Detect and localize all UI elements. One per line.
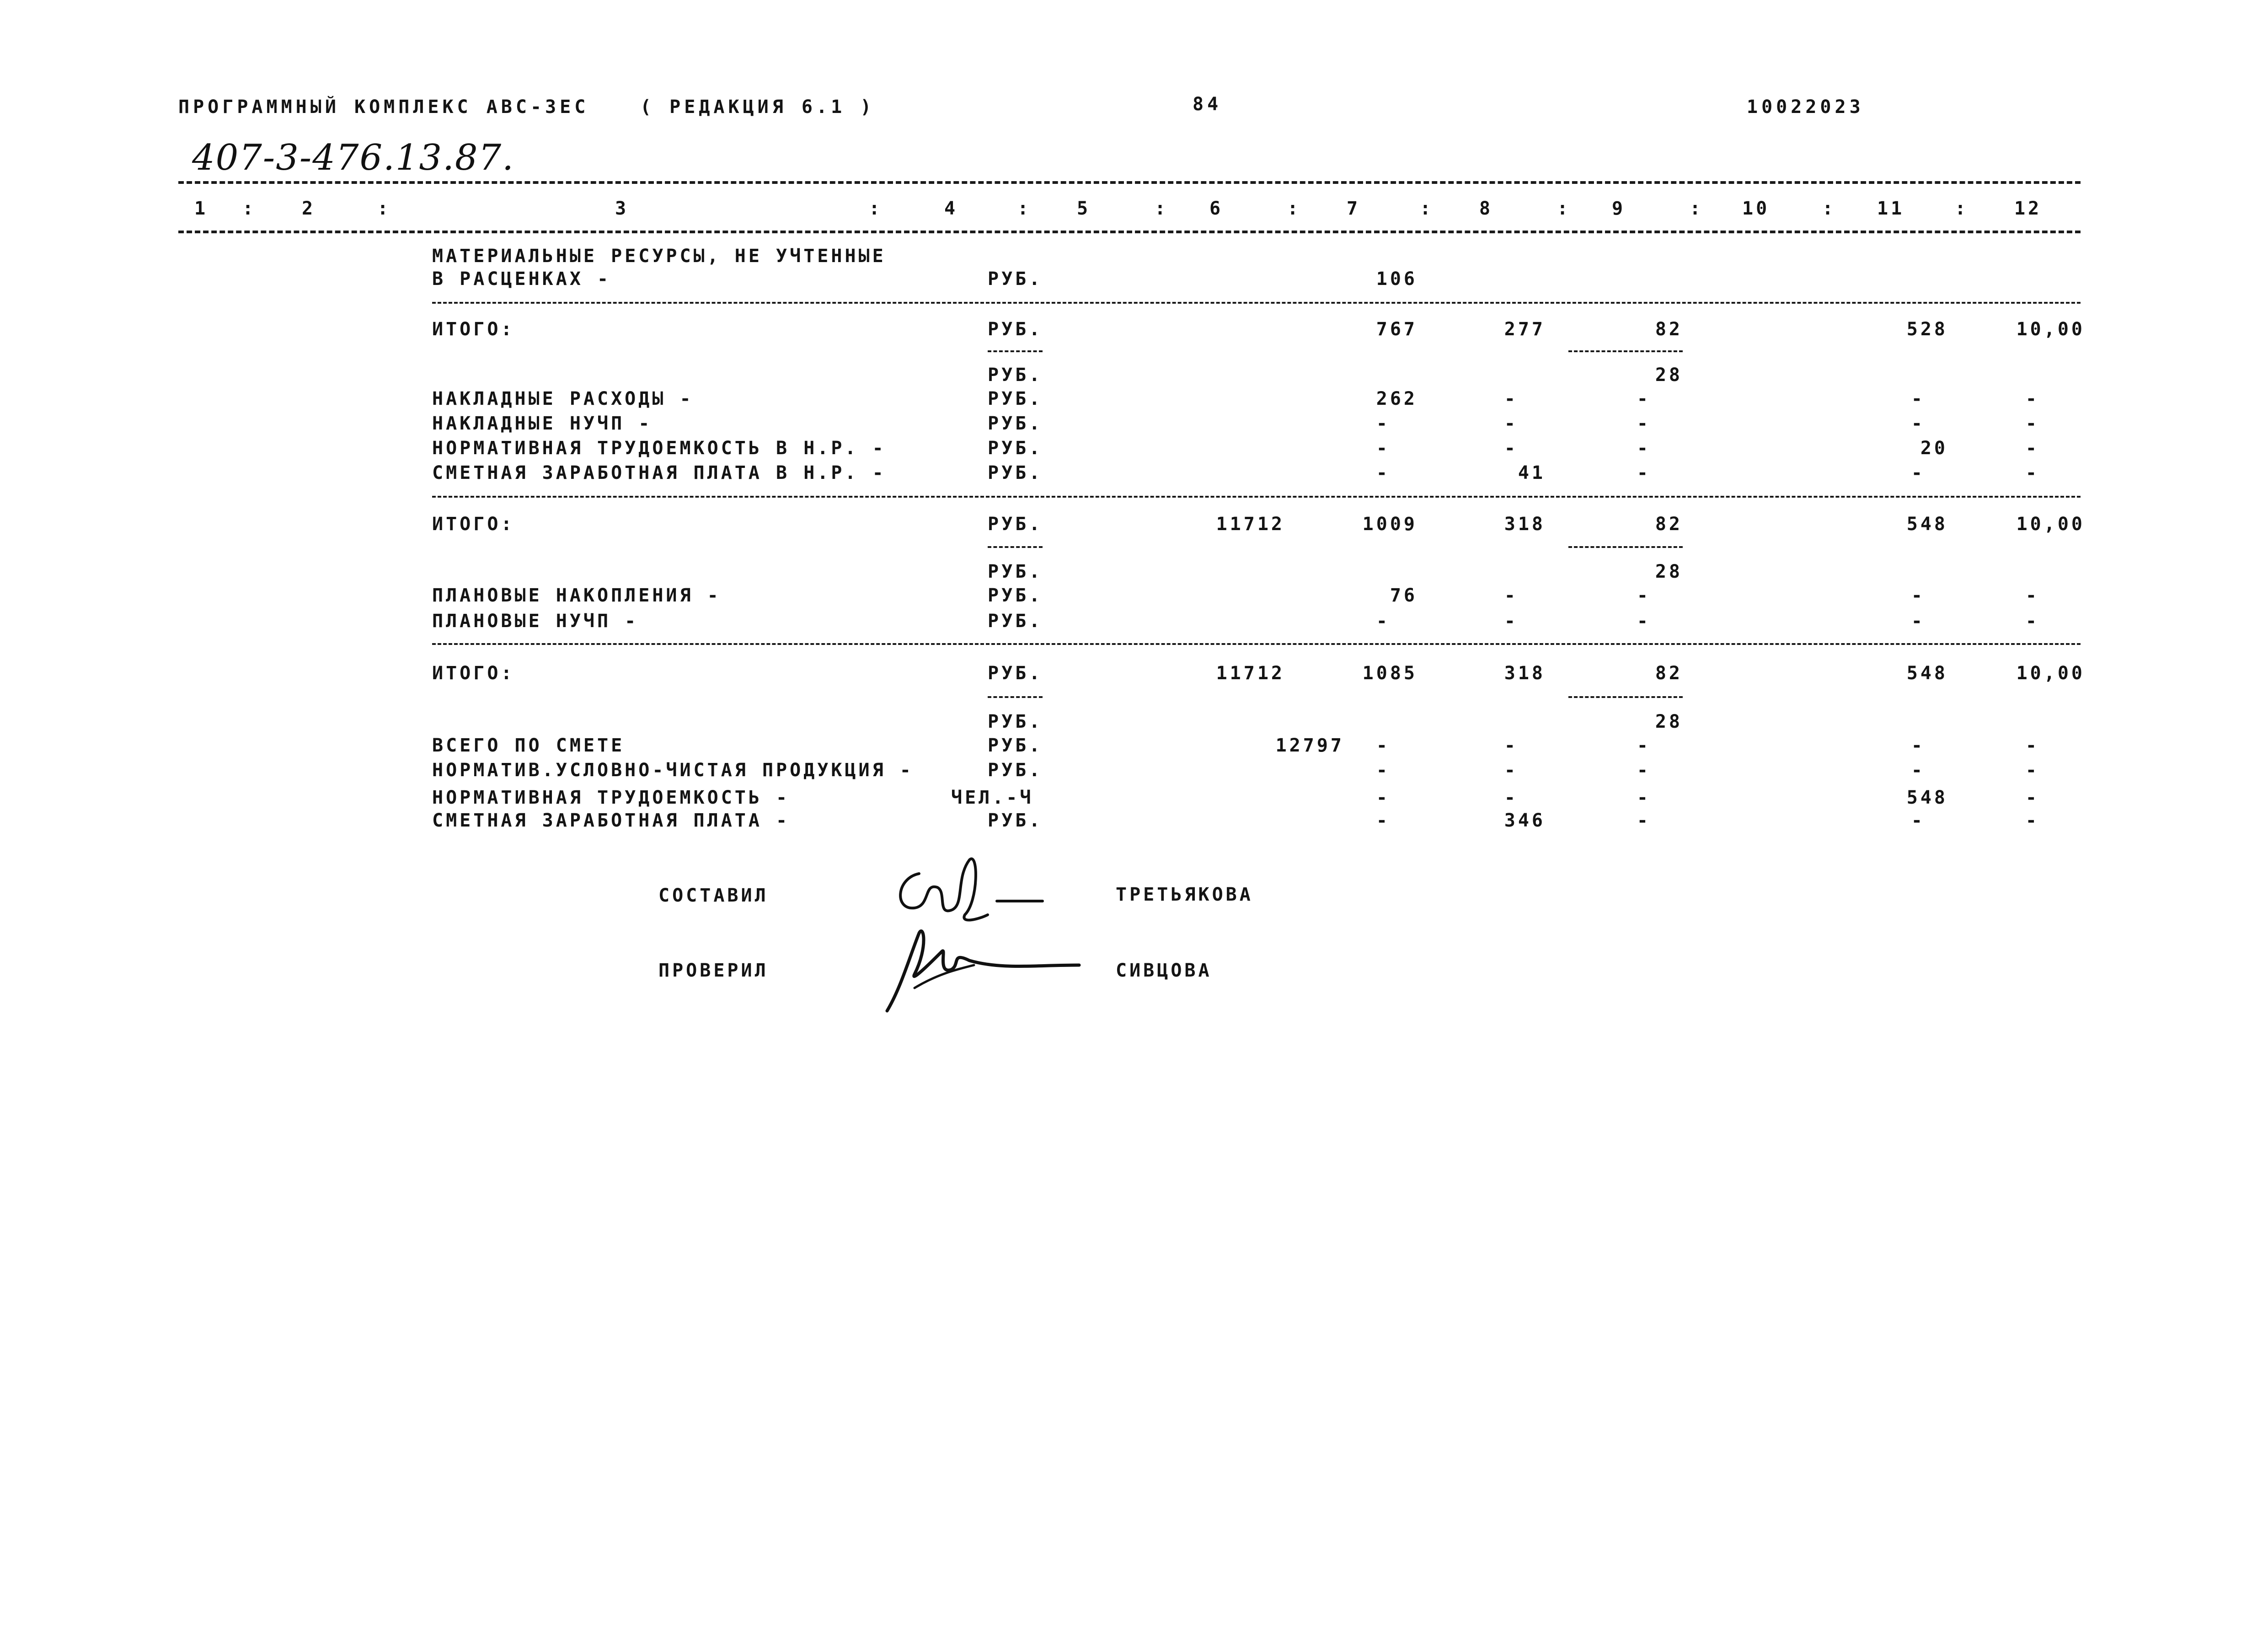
cell-c9: 82 bbox=[1655, 514, 1683, 535]
cell-c8: - bbox=[1504, 388, 1518, 409]
cell-c9: 82 bbox=[1655, 319, 1683, 340]
unit: РУБ. bbox=[988, 585, 1043, 606]
cell-c12: - bbox=[2025, 438, 2039, 459]
itogo-label: ИТОГО: bbox=[432, 319, 515, 340]
estimate-sheet: ПРОГРАММНЫЙ КОМПЛЕКС АВС-3ЕС ( РЕДАКЦИЯ 6.1 ) 84 10022023 407-3-476.13.87. 1 : 2 : 3 : 4 : 5 : 6 : 7 : 8 : 9 : 10 : 11 : 12 МАТЕРИАЛЬНЫЕ РЕСУРСЫ, НЕ УЧТЕННЫЕ В РАСЦЕНКАХ - РУБ. 106 ИТОГО: РУБ. 767 277 82 528 10,00 РУБ. 28 НАКЛАДНЫЕ РАСХОДЫ - РУБ. 262 - - - - НАКЛАДНЫЕ НУЧП - РУБ. - - - - - НОРМАТИВНАЯ ТРУДОЕМКОСТЬ В Н.Р. - РУБ. - - - 20 - СМЕТНАЯ ЗАРАБОТНАЯ ПЛАТА В Н.Р. - РУБ. - 41 - - - ИТОГО: РУБ. 11712 1009 318 82 548 10,00 РУБ. 28 ПЛАНОВЫЕ НАКОПЛЕНИЯ - РУБ. 76 - - - - ПЛАНОВЫЕ НУЧП - РУБ. - - - - - ИТОГО: РУБ. 11712 1085 318 82 548 10,00 РУБ. 28 ВСЕГО ПО СМЕТЕ РУБ. 12797 - - - - - НОРМАТИВ.УСЛОВНО-ЧИСТАЯ ПРОДУКЦИЯ - РУБ. - - - - - НОРМАТИВНАЯ ТРУДОЕМКОСТЬ - ЧЕЛ.-Ч - - - 548 - СМЕТНАЯ ЗАРАБОТНАЯ ПЛАТА - РУБ. - 346 - - - СОСТАВИЛ ТРЕТЬЯКОВА ПРОВЕРИЛ СИВЦОВА bbox=[0, 0, 2268, 1648]
unit: РУБ. bbox=[988, 514, 1043, 535]
cell-c11: - bbox=[1911, 413, 1925, 434]
cell-c7: 767 bbox=[1376, 319, 1418, 340]
cell-c12: 10,00 bbox=[2016, 663, 2085, 684]
cell-c12: - bbox=[2025, 585, 2039, 606]
unit: РУБ. bbox=[988, 438, 1043, 459]
unit: РУБ. bbox=[988, 760, 1043, 781]
col-2-header: 2 bbox=[302, 198, 316, 219]
cell-c11: - bbox=[1911, 611, 1925, 632]
cell-c7: 1009 bbox=[1362, 514, 1418, 535]
unit: РУБ. bbox=[988, 735, 1043, 756]
checked-by-label: ПРОВЕРИЛ bbox=[658, 960, 769, 981]
cell-c7: - bbox=[1376, 413, 1390, 434]
unit: РУБ. bbox=[988, 413, 1043, 434]
row-label: НАКЛАДНЫЕ РАСХОДЫ - bbox=[432, 388, 694, 409]
unit: РУБ. bbox=[988, 365, 1043, 386]
itogo-label: ИТОГО: bbox=[432, 663, 515, 684]
cell-c12: - bbox=[2025, 810, 2039, 831]
row-label: НОРМАТИВНАЯ ТРУДОЕМКОСТЬ В Н.Р. - bbox=[432, 438, 886, 459]
cell-c7: - bbox=[1376, 735, 1390, 756]
col-8-header: 8 bbox=[1479, 198, 1493, 219]
cell-c7: 1085 bbox=[1362, 663, 1418, 684]
cell-c8: - bbox=[1504, 787, 1518, 808]
cell-c8: - bbox=[1504, 760, 1518, 781]
unit: РУБ. bbox=[988, 462, 1043, 483]
material-resources-label: МАТЕРИАЛЬНЫЕ РЕСУРСЫ, НЕ УЧТЕННЫЕ bbox=[432, 246, 886, 267]
cell-c11: 548 bbox=[1906, 663, 1948, 684]
cell-c11: - bbox=[1911, 760, 1925, 781]
cell-c9: - bbox=[1637, 760, 1651, 781]
cell-c9: - bbox=[1637, 438, 1651, 459]
cell-c8: 318 bbox=[1504, 663, 1546, 684]
unit: РУБ. bbox=[988, 268, 1043, 290]
unit: РУБ. bbox=[988, 561, 1043, 582]
cell-c9: - bbox=[1637, 413, 1651, 434]
col-3-header: 3 bbox=[615, 198, 629, 219]
cell-c8: 277 bbox=[1504, 319, 1546, 340]
cell-c9: 82 bbox=[1655, 663, 1683, 684]
page-number: 84 bbox=[1193, 94, 1222, 115]
itogo-label: ИТОГО: bbox=[432, 514, 515, 535]
unit: РУБ. bbox=[988, 663, 1043, 684]
cell-c6: 12797 bbox=[1275, 735, 1344, 756]
cell-c9: - bbox=[1637, 462, 1651, 483]
cell-c11: - bbox=[1911, 462, 1925, 483]
handwritten-doc-number: 407-3-476.13.87. bbox=[192, 137, 514, 178]
cell-c7: 106 bbox=[1376, 268, 1418, 290]
unit: РУБ. bbox=[988, 319, 1043, 340]
row-label: ПЛАНОВЫЕ НУЧП - bbox=[432, 611, 639, 632]
cell-c11: 20 bbox=[1920, 438, 1948, 459]
col-12-header: 12 bbox=[2014, 198, 2042, 219]
cell-c12: 10,00 bbox=[2016, 514, 2085, 535]
cell-c11: - bbox=[1911, 735, 1925, 756]
separator-line bbox=[432, 302, 2081, 304]
cell-c6: 11712 bbox=[1216, 514, 1285, 535]
cell-c8: - bbox=[1504, 438, 1518, 459]
col-10-header: 10 bbox=[1742, 198, 1770, 219]
compiled-by-label: СОСТАВИЛ bbox=[658, 885, 769, 906]
row-label: НОРМАТИВ.УСЛОВНО-ЧИСТАЯ ПРОДУКЦИЯ - bbox=[432, 760, 914, 781]
cell-c8: 318 bbox=[1504, 514, 1546, 535]
cell-c9: 28 bbox=[1655, 365, 1683, 386]
row-label: ВСЕГО ПО СМЕТЕ bbox=[432, 735, 625, 756]
cell-c12: - bbox=[2025, 611, 2039, 632]
document-code: 10022023 bbox=[1747, 97, 1864, 118]
cell-c12: - bbox=[2025, 760, 2039, 781]
cell-c8: - bbox=[1504, 611, 1518, 632]
row-label: СМЕТНАЯ ЗАРАБОТНАЯ ПЛАТА - bbox=[432, 810, 790, 831]
cell-c7: - bbox=[1376, 611, 1390, 632]
cell-c9: 28 bbox=[1655, 561, 1683, 582]
cell-c8: 41 bbox=[1518, 462, 1546, 483]
col-1-header: 1 bbox=[194, 198, 209, 219]
row-label: ПЛАНОВЫЕ НАКОПЛЕНИЯ - bbox=[432, 585, 721, 606]
cell-c6: 11712 bbox=[1216, 663, 1285, 684]
cell-c11: - bbox=[1911, 810, 1925, 831]
separator-line bbox=[432, 643, 2081, 645]
cell-c9: - bbox=[1637, 585, 1651, 606]
cell-c7: - bbox=[1376, 810, 1390, 831]
cell-c12: - bbox=[2025, 388, 2039, 409]
col-9-header: 9 bbox=[1612, 198, 1626, 219]
unit: РУБ. bbox=[988, 388, 1043, 409]
cell-c9: - bbox=[1637, 787, 1651, 808]
edition-label: ( РЕДАКЦИЯ 6.1 ) bbox=[640, 97, 875, 118]
cell-c11: 548 bbox=[1906, 514, 1948, 535]
cell-c9: - bbox=[1637, 388, 1651, 409]
program-name: ПРОГРАММНЫЙ КОМПЛЕКС АВС-3ЕС bbox=[178, 97, 589, 118]
cell-c12: - bbox=[2025, 787, 2039, 808]
cell-c7: - bbox=[1376, 438, 1390, 459]
cell-c9: - bbox=[1637, 810, 1651, 831]
checked-by-name: СИВЦОВА bbox=[1116, 960, 1212, 981]
cell-c11: 528 bbox=[1906, 319, 1948, 340]
cell-c11: 548 bbox=[1906, 787, 1948, 808]
separator-line bbox=[178, 231, 2081, 233]
cell-c8: - bbox=[1504, 735, 1518, 756]
cell-c7: - bbox=[1376, 760, 1390, 781]
cell-c8: - bbox=[1504, 413, 1518, 434]
col-11-header: 11 bbox=[1877, 198, 1905, 219]
unit: РУБ. bbox=[988, 810, 1043, 831]
cell-c8: - bbox=[1504, 585, 1518, 606]
cell-c9: - bbox=[1637, 611, 1651, 632]
cell-c11: - bbox=[1911, 585, 1925, 606]
material-resources-label-2: В РАСЦЕНКАХ - bbox=[432, 268, 611, 290]
unit: РУБ. bbox=[988, 611, 1043, 632]
unit: ЧЕЛ.-Ч bbox=[951, 787, 1034, 808]
col-4-header: 4 bbox=[944, 198, 958, 219]
col-7-header: 7 bbox=[1347, 198, 1361, 219]
cell-c12: 10,00 bbox=[2016, 319, 2085, 340]
cell-c7: 262 bbox=[1376, 388, 1418, 409]
cell-c9: 28 bbox=[1655, 711, 1683, 732]
cell-c7: 76 bbox=[1390, 585, 1418, 606]
cell-c7: - bbox=[1376, 787, 1390, 808]
cell-c12: - bbox=[2025, 462, 2039, 483]
cell-c8: 346 bbox=[1504, 810, 1546, 831]
cell-c7: - bbox=[1376, 462, 1390, 483]
col-5-header: 5 bbox=[1077, 198, 1091, 219]
cell-c12: - bbox=[2025, 413, 2039, 434]
separator-line bbox=[178, 181, 2081, 184]
cell-c11: - bbox=[1911, 388, 1925, 409]
col-6-header: 6 bbox=[1209, 198, 1224, 219]
signature-checked bbox=[883, 919, 1102, 1020]
unit: РУБ. bbox=[988, 711, 1043, 732]
separator-line bbox=[432, 496, 2081, 498]
compiled-by-name: ТРЕТЬЯКОВА bbox=[1116, 884, 1253, 905]
cell-c12: - bbox=[2025, 735, 2039, 756]
row-label: НАКЛАДНЫЕ НУЧП - bbox=[432, 413, 653, 434]
row-label: СМЕТНАЯ ЗАРАБОТНАЯ ПЛАТА В Н.Р. - bbox=[432, 462, 886, 483]
cell-c9: - bbox=[1637, 735, 1651, 756]
row-label: НОРМАТИВНАЯ ТРУДОЕМКОСТЬ - bbox=[432, 787, 790, 808]
